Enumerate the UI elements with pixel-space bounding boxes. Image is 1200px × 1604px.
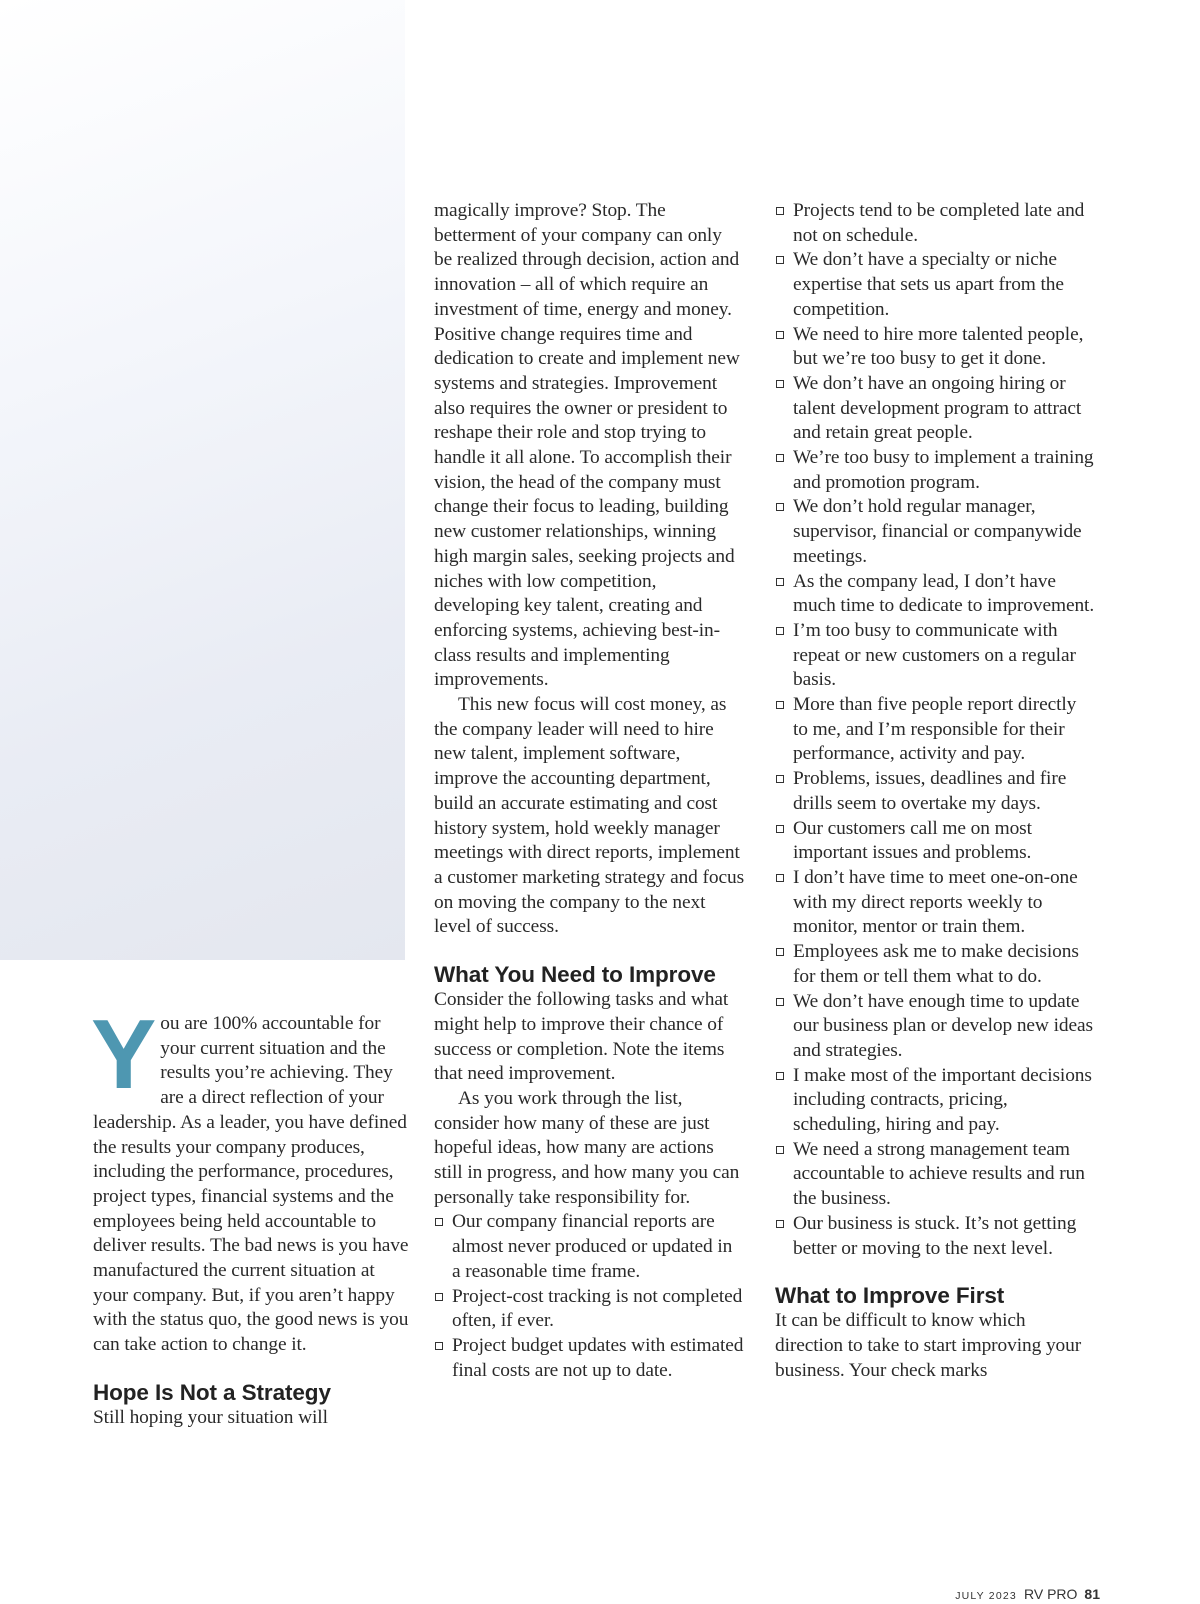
issue-date: JULY 2023 [955,1590,1017,1602]
checkbox-icon [776,1072,784,1080]
checkbox-icon [435,1342,443,1350]
magazine-name: RV PRO [1023,1586,1078,1602]
checklist-item [775,495,1095,569]
intro-paragraph [91,999,411,1358]
column-2 [434,199,744,1383]
checklist-item-text: More than five people report directly to me, and I’m responsible for their performance, activity and pay. [793,694,1077,765]
body-paragraph: This new focus will cost money, as the company leader will need to hire new talent, implement software, improve the accounting department, build an accurate estimating and cost history system, hold weekly manager meetings with direct reports, implement a customer marketing strategy and focus on moving the company to the next level of success. [434,694,745,938]
checklist-item-text: Project-cost tracking is not completed often, if ever. [452,1285,743,1332]
checkbox-icon [435,1293,443,1301]
checklist-item [775,372,1095,446]
checklist-item-text: We don’t have enough time to update our business plan or develop new ideas and strategies. [793,990,1093,1061]
checkbox-icon [776,775,784,783]
checklist-item [775,940,1095,989]
checklist-item-text: Our business is stuck. It’s not getting better or moving to the next level. [793,1212,1077,1259]
column-3 [775,199,1095,1383]
checklist-item [775,619,1095,693]
body-paragraph: It can be difficult to know which direction to take to start improving your business. Your check marks [775,1310,1082,1381]
checklist-item [775,817,1095,866]
page-number: 81 [1084,1586,1100,1602]
checklist-item [775,323,1095,372]
checkbox-icon [435,1218,443,1226]
checklist-item-text: We need a strong management team accountable to achieve results and run the business. [793,1138,1085,1210]
checkbox-icon [776,948,784,956]
checklist-item [775,1138,1095,1212]
body-paragraph: Consider the following tasks and what might help to improve their chance of success or completion. Note the items that need improvement. [434,989,729,1085]
drop-cap: Y [91,999,157,1109]
checklist-item-text: We don’t have a specialty or niche expertise that sets us apart from the competition. [793,249,1064,320]
checklist-item-text: Project budget updates with estimated final costs are not up to date. [452,1334,744,1381]
checklist-item-text: Our company financial reports are almost never produced or updated in a reasonable time frame. [452,1211,733,1282]
checklist-item-text: Our customers call me on most important issues and problems. [793,817,1032,864]
checklist-item-text: We don’t hold regular manager, supervisor, financial or companywide meetings. [793,496,1082,567]
checklist-item-text: I make most of the important decisions including contracts, pricing, scheduling, hiring and pay. [793,1064,1092,1136]
heading-what-to-improve-first: What to Improve First [775,1283,1005,1309]
body-paragraph: As you work through the list, consider how many of these are just hopeful ideas, how many are actions still in progress, and how many you can personally take responsibility for. [434,1087,740,1208]
checkbox-icon [776,998,784,1006]
column-1-lead: Still hoping your situation will [93,1406,328,1428]
checklist-item [775,248,1095,322]
checkbox-icon [776,454,784,462]
checklist-item [434,1285,744,1334]
checklist-item [775,570,1095,619]
checkbox-icon [776,1220,784,1228]
checkbox-icon [776,331,784,339]
checkbox-icon [776,207,784,215]
checklist-item-text: I’m too busy to communicate with repeat or new customers on a regular basis. [793,619,1076,691]
checklist-item-text: As the company lead, I don’t have much time to dedicate to improvement. [793,570,1095,617]
checkbox-icon [776,874,784,882]
checklist-item-text: Projects tend to be completed late and not on schedule. [793,200,1085,246]
checklist-item [775,767,1095,816]
checkbox-icon [776,578,784,586]
checklist-item-text: We don’t have an ongoing hiring or talent development program to attract and retain great people. [793,372,1082,444]
intro-text: ou are 100% accountable for your current situation and the results you’re achieving. They are a direct reflection of your leadership. As a leader, you have defined the results your company produces, including the performance, procedures, project types, financial systems and the employees being held accountable to deliver results. The bad news is you have manufactured the current situation at your company. But, if you aren’t happy with the status quo, the good news is you can take action to change it. [93,1013,409,1356]
checkbox-icon [776,380,784,388]
checklist-item-text: I don’t have time to meet one-on-one with my direct reports weekly to monitor, mentor or train them. [793,866,1078,938]
checkbox-icon [776,503,784,511]
heading-what-you-need-to-improve: What You Need to Improve [434,962,716,988]
checkbox-icon [776,256,784,264]
checklist-item [775,199,1095,248]
checkbox-icon [776,701,784,709]
checklist-item [775,990,1095,1064]
heading-hope-is-not-a-strategy: Hope Is Not a Strategy [93,1379,331,1405]
checklist-item [775,866,1095,940]
checklist-item [434,1210,744,1284]
page-footer [955,1586,1100,1602]
checklist-item [775,1064,1095,1138]
checkbox-icon [776,1146,784,1154]
column-1 [91,999,411,1431]
checklist-item [434,1334,744,1383]
checklist-item-text: Problems, issues, deadlines and fire drills seem to overtake my days. [793,768,1067,814]
checklist-item-text: We’re too busy to implement a training and promotion program. [793,447,1094,493]
checklist [434,1210,744,1383]
checklist-item [775,1212,1095,1261]
header-photo [0,0,405,960]
checkbox-icon [776,825,784,833]
checklist [775,199,1095,1261]
checklist-item [775,693,1095,767]
checklist-item-text: Employees ask me to make decisions for them or tell them what to do. [793,941,1079,987]
checklist-item-text: We need to hire more talented people, but we’re too busy to get it done. [793,323,1084,370]
body-paragraph: magically improve? Stop. The betterment of your company can only be realized through decision, action and innovation – all of which require an investment of time, energy and money. Positive change requires time and dedication to create and implement new systems and strategies. Improvement also requires the owner or president to reshape their role and stop trying to handle it all alone. To accomplish their vision, the head of the company must change their focus to leading, building new customer relationships, winning high margin sales, seeking projects and niches with low competition, developing key talent, creating and enforcing systems, achieving best-in-class results and implementing improvements. [434,200,740,691]
checklist-item [775,446,1095,495]
checkbox-icon [776,627,784,635]
